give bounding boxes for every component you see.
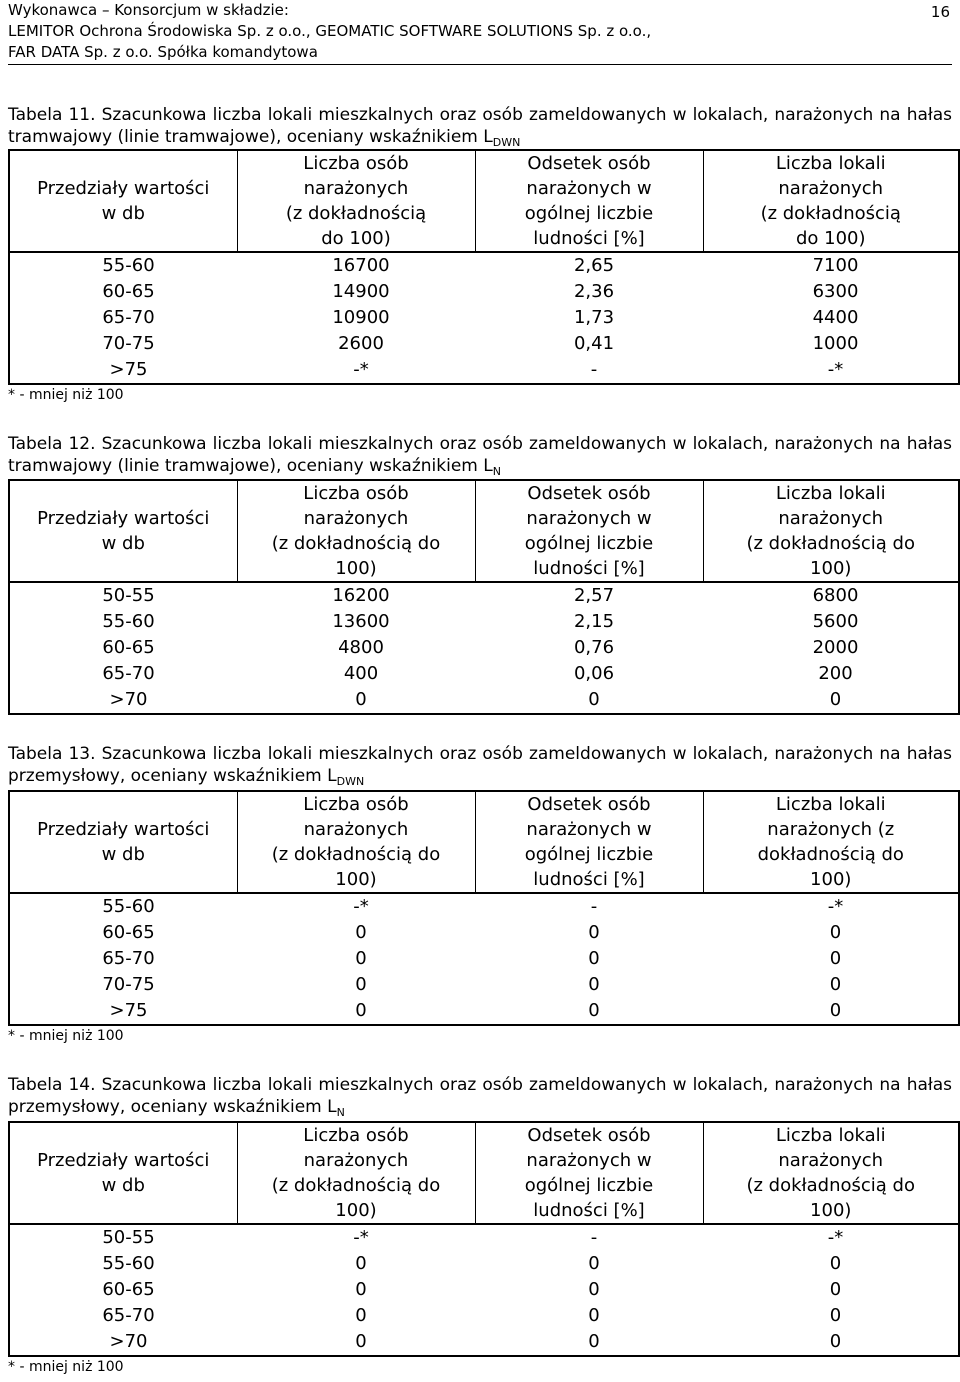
table-row: [9, 1303, 959, 1329]
column-header-line: 100): [810, 869, 852, 890]
table-cell: 0: [829, 1253, 842, 1274]
table-cell: -*: [353, 359, 369, 380]
column-header-line: w db: [101, 533, 145, 554]
table-cell: 0: [829, 922, 842, 943]
column-header-line: dokładnością do: [757, 844, 904, 865]
table-footnote: * - mniej niż 100: [8, 387, 124, 403]
table-cell: 0: [588, 1279, 600, 1300]
column-header-line: ludności [%]: [533, 228, 645, 249]
table-caption-subscript: DWN: [336, 775, 365, 788]
column-header-line: Liczba lokali: [775, 1125, 886, 1146]
data-table: [8, 790, 960, 1026]
column-header-line: do 100): [795, 228, 866, 249]
table-cell: -*: [827, 359, 844, 380]
column-header-line: narażonych w: [526, 819, 652, 840]
column-header-line: ogólnej liczbie: [524, 844, 654, 865]
table-cell: 55-60: [102, 611, 155, 632]
table-row: [9, 305, 959, 331]
table-cell: 0: [829, 1305, 842, 1326]
table-cell: 50-55: [102, 585, 155, 606]
column-header: [475, 1122, 703, 1224]
table-cell: 60-65: [102, 922, 155, 943]
table-cell: -*: [353, 1227, 369, 1248]
column-header-line: ludności [%]: [533, 1200, 645, 1221]
column-header-line: narażonych: [303, 178, 409, 199]
table-footnote: * - mniej niż 100: [8, 1028, 124, 1044]
table-cell: 2,15: [573, 611, 615, 632]
table-row: [9, 582, 959, 609]
column-header-line: (z dokładnością: [760, 203, 901, 224]
table-cell: 0: [355, 948, 367, 969]
table-cell: 0: [355, 1331, 367, 1352]
table-cell: -*: [353, 896, 369, 917]
column-header-line: 100): [810, 558, 852, 579]
column-header-line: 100): [335, 558, 377, 579]
table-cell: 60-65: [102, 1279, 155, 1300]
table-cell: 0: [355, 1000, 367, 1021]
table-cell: -: [590, 896, 598, 917]
column-header: [237, 1122, 475, 1224]
table-cell: -: [590, 359, 598, 380]
column-header-line: 100): [335, 1200, 377, 1221]
table-cell: 14900: [332, 281, 390, 302]
column-header-line: Przedziały wartości: [37, 819, 210, 840]
column-header-line: Odsetek osób: [527, 483, 651, 504]
table-cell: 0: [588, 948, 600, 969]
table-cell: 16700: [332, 255, 390, 276]
table-cell: 65-70: [102, 948, 155, 969]
table-row: [9, 893, 959, 920]
table-cell: 10900: [332, 307, 390, 328]
table-row: [9, 357, 959, 384]
column-header-line: narażonych: [778, 178, 884, 199]
table-caption: [8, 1074, 952, 1120]
column-header-line: ogólnej liczbie: [524, 203, 654, 224]
column-header-line: 100): [810, 1200, 852, 1221]
page-header: [8, 0, 952, 65]
table-row: [9, 252, 959, 279]
table-row: [9, 661, 959, 687]
column-header-line: (z dokładnością do: [746, 1175, 915, 1196]
table-cell: 2,36: [573, 281, 615, 302]
table-cell: 2600: [338, 333, 384, 354]
table-row: [9, 635, 959, 661]
column-header-line: Liczba osób: [303, 1125, 409, 1146]
column-header-line: Odsetek osób: [527, 153, 651, 174]
table-cell: 200: [818, 663, 853, 684]
column-header-line: narażonych w: [526, 1150, 652, 1171]
column-header-line: ludności [%]: [533, 558, 645, 579]
header-line-3: FAR DATA Sp. z o.o. Spółka komandytowa: [8, 43, 318, 61]
table-cell: 70-75: [102, 974, 155, 995]
column-header-line: Odsetek osób: [527, 794, 651, 815]
table-cell: >75: [109, 1000, 148, 1021]
table-cell: 5600: [812, 611, 859, 632]
table-caption: [8, 433, 952, 479]
table-cell: 0: [588, 1253, 600, 1274]
table-cell: >70: [109, 1331, 148, 1352]
page-number: 16: [930, 3, 950, 21]
column-header-line: narażonych (z: [767, 819, 895, 840]
column-header: [237, 150, 475, 252]
table-row: [9, 920, 959, 946]
table-row: [9, 1224, 959, 1251]
table-cell: >75: [109, 359, 148, 380]
table-row: [9, 609, 959, 635]
column-header-line: Liczba lokali: [775, 483, 886, 504]
column-header-line: w db: [101, 203, 145, 224]
table-cell: 55-60: [102, 896, 155, 917]
table-footnote: * - mniej niż 100: [8, 1359, 124, 1375]
table-cell: 0: [355, 1305, 367, 1326]
table-cell: 65-70: [102, 663, 155, 684]
table-row: [9, 946, 959, 972]
table-cell: -*: [827, 1227, 844, 1248]
table-caption: [8, 104, 952, 150]
column-header: [237, 480, 475, 582]
table-cell: 0: [829, 1331, 842, 1352]
table-cell: -: [590, 1227, 598, 1248]
column-header-line: Liczba osób: [303, 483, 409, 504]
column-header: [9, 480, 237, 582]
column-header-line: narażonych w: [526, 178, 652, 199]
column-header-line: narażonych w: [526, 508, 652, 529]
column-header-line: Przedziały wartości: [37, 508, 210, 529]
table-cell: 55-60: [102, 255, 155, 276]
table-caption-text: Tabela 11. Szacunkowa liczba lokali mieszkalnych oraz osób zameldowanych w lokalach, narażonych na hałas tramwajowy (linie tramwajowe), oceniany wskaźnikiem L: [8, 105, 952, 147]
table-cell: 65-70: [102, 307, 155, 328]
column-header-line: ogólnej liczbie: [524, 1175, 654, 1196]
table-cell: 65-70: [102, 1305, 155, 1326]
table-cell: 1000: [812, 333, 859, 354]
table-cell: 0: [588, 689, 600, 710]
table-cell: 0: [829, 1279, 842, 1300]
column-header-line: (z dokładnością do: [271, 1175, 441, 1196]
table-caption-text: Tabela 13. Szacunkowa liczba lokali mieszkalnych oraz osób zameldowanych w lokalach, narażonych na hałas przemysłowy, oceniany wskaźnikiem L: [8, 744, 952, 786]
column-header: [475, 791, 703, 893]
column-header: [703, 1122, 959, 1224]
column-header-line: Liczba lokali: [775, 794, 886, 815]
column-header-line: narażonych: [303, 508, 409, 529]
table-cell: 0: [588, 1305, 600, 1326]
table-caption-text: Tabela 14. Szacunkowa liczba lokali mieszkalnych oraz osób zameldowanych w lokalach, narażonych na hałas przemysłowy, oceniany wskaźnikiem L: [8, 1075, 952, 1117]
column-header: [237, 791, 475, 893]
column-header: [703, 480, 959, 582]
column-header-line: Przedziały wartości: [37, 178, 210, 199]
table-cell: 70-75: [102, 333, 155, 354]
table-cell: 2,57: [573, 585, 615, 606]
table-cell: 6300: [812, 281, 859, 302]
table-caption-subscript: N: [492, 465, 501, 478]
column-header: [9, 150, 237, 252]
column-header-line: w db: [101, 844, 145, 865]
table-cell: 2,65: [573, 255, 615, 276]
data-table: [8, 479, 960, 715]
column-header-line: Liczba lokali: [775, 153, 886, 174]
table-row: [9, 1277, 959, 1303]
column-header-line: (z dokładnością: [285, 203, 427, 224]
table-cell: 0: [588, 1000, 600, 1021]
table-cell: 6800: [812, 585, 859, 606]
table-cell: 0: [355, 1279, 367, 1300]
column-header: [9, 1122, 237, 1224]
column-header-line: ogólnej liczbie: [524, 533, 654, 554]
column-header: [475, 150, 703, 252]
table-cell: 0,76: [573, 637, 615, 658]
table-cell: 1,73: [573, 307, 615, 328]
table-cell: 0: [829, 1000, 842, 1021]
column-header-line: (z dokładnością do: [746, 533, 915, 554]
table-cell: 60-65: [102, 281, 155, 302]
table-cell: 55-60: [102, 1253, 155, 1274]
table-cell: 13600: [332, 611, 390, 632]
table-cell: 0: [829, 974, 842, 995]
table-cell: 7100: [812, 255, 859, 276]
table-cell: 0,06: [573, 663, 615, 684]
column-header-line: Odsetek osób: [527, 1125, 651, 1146]
table-cell: 4400: [812, 307, 859, 328]
table-cell: 0: [355, 974, 367, 995]
table-row: [9, 1329, 959, 1356]
column-header: [475, 480, 703, 582]
column-header: [9, 791, 237, 893]
data-table: [8, 1121, 960, 1357]
column-header-line: 100): [335, 869, 377, 890]
column-header-line: Liczba osób: [303, 794, 409, 815]
table-cell: 16200: [332, 585, 390, 606]
table-caption-subscript: DWN: [492, 136, 521, 149]
table-row: [9, 331, 959, 357]
table-cell: 0: [355, 922, 367, 943]
table-cell: 0: [588, 974, 600, 995]
table-cell: 0: [829, 948, 842, 969]
table-cell: 0: [829, 689, 842, 710]
column-header-line: narażonych: [303, 1150, 409, 1171]
table-caption: [8, 743, 952, 789]
table-cell: 400: [343, 663, 379, 684]
table-cell: -*: [827, 896, 844, 917]
table-cell: 0: [355, 689, 367, 710]
column-header-line: w db: [101, 1175, 145, 1196]
column-header-line: (z dokładnością do: [271, 844, 441, 865]
column-header: [703, 150, 959, 252]
column-header-line: do 100): [321, 228, 391, 249]
column-header-line: Liczba osób: [303, 153, 409, 174]
table-row: [9, 687, 959, 714]
column-header-line: narażonych: [303, 819, 409, 840]
column-header-line: (z dokładnością do: [271, 533, 441, 554]
header-line-2: LEMITOR Ochrona Środowiska Sp. z o.o., GEOMATIC SOFTWARE SOLUTIONS Sp. z o.o.,: [8, 22, 652, 40]
column-header-line: Przedziały wartości: [37, 1150, 210, 1171]
column-header-line: narażonych: [778, 508, 884, 529]
table-cell: 0: [588, 922, 600, 943]
table-caption-subscript: N: [336, 1106, 345, 1119]
table-cell: 2000: [812, 637, 859, 658]
header-line-1: Wykonawca – Konsorcjum w składzie:: [8, 1, 289, 19]
table-row: [9, 1251, 959, 1277]
column-header-line: ludności [%]: [533, 869, 645, 890]
table-cell: 4800: [338, 637, 384, 658]
table-cell: 0: [588, 1331, 600, 1352]
table-cell: 60-65: [102, 637, 155, 658]
table-cell: 0,41: [573, 333, 615, 354]
table-cell: >70: [109, 689, 148, 710]
column-header: [703, 791, 959, 893]
column-header-line: narażonych: [778, 1150, 884, 1171]
table-cell: 0: [355, 1253, 367, 1274]
data-table: [8, 149, 960, 385]
table-row: [9, 279, 959, 305]
table-row: [9, 998, 959, 1025]
table-caption-text: Tabela 12. Szacunkowa liczba lokali mieszkalnych oraz osób zameldowanych w lokalach, narażonych na hałas tramwajowy (linie tramwajowe), oceniany wskaźnikiem L: [8, 434, 952, 476]
table-cell: 50-55: [102, 1227, 155, 1248]
table-row: [9, 972, 959, 998]
